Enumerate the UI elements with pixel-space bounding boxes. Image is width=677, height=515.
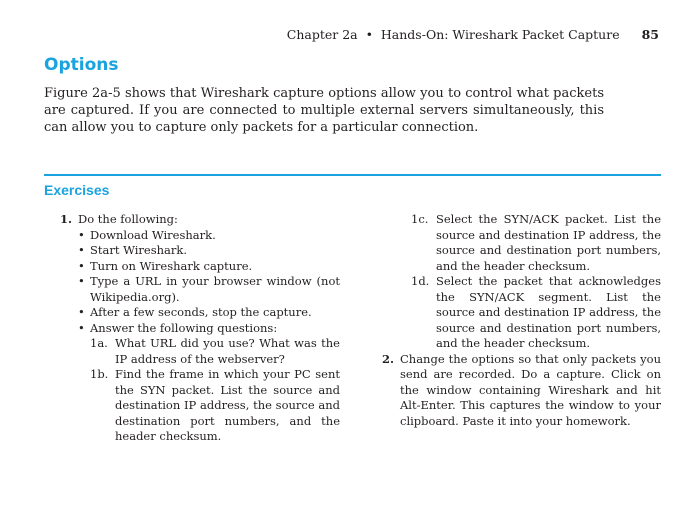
exercise-1-number: 1. [60, 212, 73, 226]
chapter-label: Chapter 2a [286, 27, 358, 42]
subquestion-label: 1c. [411, 212, 429, 226]
list-item: • Start Wireshark. [78, 243, 340, 259]
subquestion-1b [90, 367, 340, 445]
running-head [287, 27, 659, 42]
exercise-2 [378, 352, 661, 430]
exercises-left-column [44, 212, 340, 445]
exercises-title: Exercises [44, 182, 110, 198]
subquestion-label: 1b. [90, 367, 109, 381]
exercise-1 [44, 212, 340, 445]
section-divider [44, 174, 661, 176]
chapter-title: Hands-On: Wireshark Packet Capture [380, 27, 620, 42]
intro-paragraph: Figure 2a-5 shows that Wireshark capture options allow you to control what packets are captured. If you are connected to multiple external servers simultaneously, this can allow you to capture only packets for a particular connection. [44, 86, 604, 135]
subquestion-text: Find the frame in which your PC sent the SYN packet. List the source and destination IP address, the source and destination port numbers, and the header checksum. [115, 367, 340, 443]
list-item: • After a few seconds, stop the capture. [78, 305, 340, 321]
list-item: • Turn on Wireshark capture. [78, 259, 340, 275]
section-title: Options [44, 55, 119, 75]
subquestion-1d [378, 274, 661, 352]
subquestion-text: What URL did you use? What was the IP address of the webserver? [115, 336, 340, 366]
list-item: • Type a URL in your browser window (not Wikipedia.org). [78, 274, 340, 305]
list-item: • Download Wireshark. [78, 228, 340, 244]
exercise-1-bullets [78, 228, 340, 337]
header-separator: • [365, 27, 373, 42]
subquestion-1a [90, 336, 340, 367]
subquestion-text: Select the SYN/ACK packet. List the source and destination IP address, the source and destination port numbers, and the header checksum. [436, 212, 661, 273]
subquestion-label: 1a. [90, 336, 108, 350]
exercises-right-column [378, 212, 661, 429]
subquestion-1c [378, 212, 661, 274]
subquestion-text: Select the packet that acknowledges the SYN/ACK segment. List the source and destination IP address, the source and destination port numbers, and the header checksum. [436, 274, 661, 350]
exercise-1-lead: Do the following: [78, 212, 178, 226]
exercise-2-number: 2. [382, 351, 395, 366]
page-number: 85 [641, 27, 659, 42]
exercise-2-text: Change the options so that only packets you send are recorded. Do a capture. Click on the window containing Wireshark and hit Alt-Enter. This captures the window to your clipboard. Paste it into your homework. [400, 351, 661, 428]
list-item: • Answer the following questions: [78, 321, 340, 337]
subquestion-label: 1d. [411, 274, 430, 288]
exercise-1-subquestions [90, 336, 340, 445]
